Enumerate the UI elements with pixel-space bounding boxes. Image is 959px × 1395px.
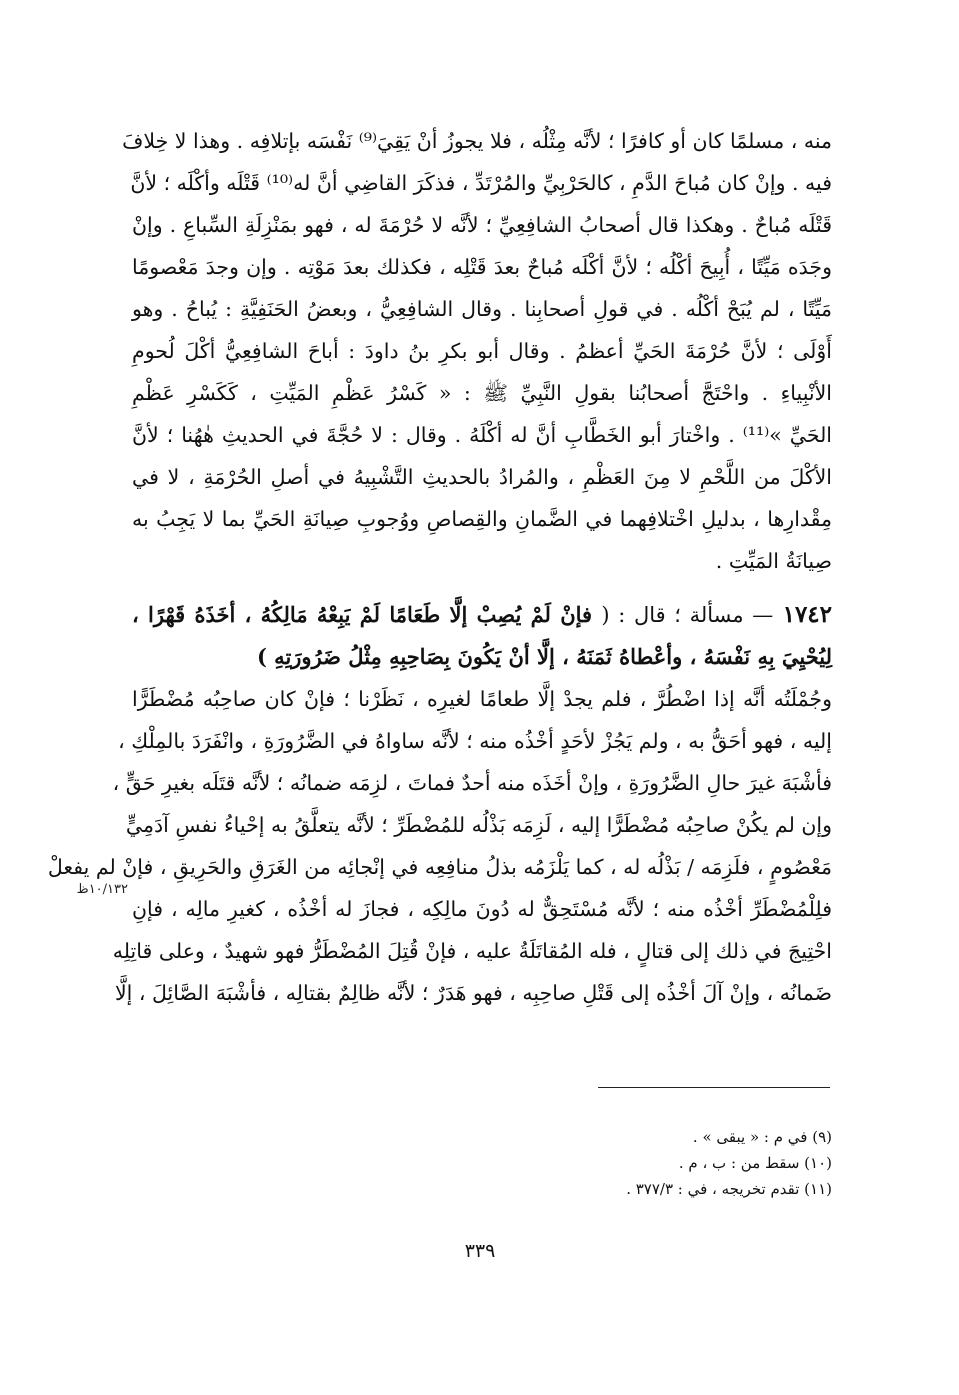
text-line: مَيِّتًا ، لم يُبَحْ أكْلُه . في قولِ أصحابِنا . وقال الشافِعِيُّ ، وبعضُ الحَنَفِيَّةِ : يُباحُ . وهو <box>132 297 832 321</box>
footnotes <box>500 1124 832 1202</box>
text-line: الحَيِّ »⁽¹¹⁾ . واخْتارَ أبو الخَطَّابِ أنَّ له أكْلَهُ . وقال : لا حُجَّةَ في الحديثِ هٰهُنا ؛ لأنَّ <box>132 423 833 447</box>
commentary-line: فلِلْمُضْطَرِّ أخْذُه منه ؛ لأنَّه مُسْتَحِقٌّ له دُونَ مالِكِه ، فجازَ له أخْذُه ، كغيرِ مالِه ، فإنِ <box>132 897 832 921</box>
text-line: الأنْبِياءِ . واحْتَجَّ أصحابُنا بقولِ النَّبِيِّ ﷺ : « كَسْرُ عَظْمِ المَيِّتِ ، كَكَسْرِ عَظْمِ <box>132 381 832 405</box>
text-line: أَوْلَى ؛ لأنَّ حُرْمَةَ الحَيِّ أعظمُ . وقال أبو بكرِ بنُ داودَ : أباحَ الشافِعِيُّ أكْلَ لُحومِ <box>132 339 832 363</box>
footnote-divider <box>598 1087 830 1088</box>
commentary-line: وجُمْلَتُه أنَّه إذا اضْطُرَّ ، فلم يجدْ إلَّا طعامًا لغيرِه ، نَظَرْنا ؛ فإنْ كان صاحِبُه مُضْطَرًّا <box>132 687 832 711</box>
manuscript-margin-reference: ١٠/١٣٢ظ <box>76 882 128 897</box>
commentary-line: ضَمانُه ، وإنْ آلَ أخْذُه إلى قَتْلِ صاحِبِه ، فهو هَدَرٌ ؛ لأنَّه ظالِمٌ بقتالِه ، فأشْبَهَ الصَّائِلَ ، إلَّا <box>114 981 832 1005</box>
commentary-line: مَعْصُومٍ ، فلَزِمَه / بَذْلُه له ، كما يَلْزَمُه بذلُ منافِعِه في إنْجائِه من الغَرَقِ والحَرِيقِ ، فإنْ لم يفعلْ <box>47 855 832 879</box>
footnote: (١١) تقدم تخريجه ، في : ٣٧٧/٣ . <box>626 1180 832 1198</box>
issue-intro: — مسألة ؛ قال : ( <box>601 603 774 627</box>
commentary-line: احْتِيجَ في ذلك إلى قتالٍ ، فله المُقاتَلَةُ عليه ، فإنْ قُتِلَ المُضْطَرُّ فهو شهيدٌ ، وعلى قاتِلِه <box>112 939 832 963</box>
issue-text-line1: فإنْ لَمْ يُصِبْ إلَّا طَعَامًا لَمْ يَبِعْهُ مَالِكُهُ ، أخَذَهُ قَهْرًا ، <box>132 602 593 627</box>
text-line: قَتْلَه مُباحٌ . وهكذا قال أصحابُ الشافِعِيِّ ؛ لأنَّه لا حُرْمَةَ له ، فهو بمَنْزِلَةِ السِّباعِ . وإنْ <box>132 213 832 237</box>
footnote: (١٠) سقط من : ب ، م . <box>678 1154 832 1172</box>
section-gap <box>132 582 832 594</box>
footnote: (٩) في م : « يبقى » . <box>692 1128 832 1146</box>
issue-number: ١٧٤٢ <box>782 601 833 628</box>
text-line: منه ، مسلمًا كان أو كافرًا ؛ لأنَّه مِثْلُه ، فلا يجوزُ أنْ يَقِيَ⁽⁹⁾ نَفْسَه بإتلافِه . وهذا لا خِلافَ <box>122 129 832 153</box>
text-line: صِيانَةُ المَيِّتِ . <box>715 549 832 573</box>
text-line: وجَدَه مَيِّتًا ، أُبِيحَ أكْلُه ؛ لأنَّ أكْلَه مُباحٌ بعدَ قَتْلِه ، فكذلك بعدَ مَوْتِه . وإن وجدَ مَعْصومًا <box>132 255 832 279</box>
text-line: الأكْلَ من اللَّحْمِ لا مِنَ العَظْمِ ، والمُرادُ بالحديثِ التَّشْبِيهُ في أصلِ الحُرْمَةِ ، لا في <box>132 465 832 489</box>
commentary-line: وإن لم يكُنْ صاحِبُه مُضْطَرًّا إليه ، لَزِمَه بَذْلُه للمُضْطَرِّ ؛ لأنَّه يتعلَّقُ به إحْياءُ نفسِ آدَمِيٍّ <box>125 813 832 837</box>
text-line: فيه . وإنْ كان مُباحَ الدَّمِ ، كالحَرْبِيِّ والمُرْتَدِّ ، فذكَرَ القاضِي أنَّ له⁽¹⁰⁾ قَتْلَه وأكْلَه ؛ لأنَّ <box>130 171 832 195</box>
text-line: مِقْدارِها ، بدليلِ اخْتلافِهما في الضَّمانِ والقِصاصِ ووُجوبِ صِيانَةِ الحَيِّ بما لا يَجِبُ به <box>132 507 832 531</box>
commentary-line: إليه ، فهو أحَقُّ به ، ولم يَجُزْ لأحَدٍ أخْذُه منه ؛ لأنَّه ساواهُ في الضَّرُورَةِ ، وانْفَرَدَ بالمِلْكِ ، <box>118 729 832 753</box>
page-number: ٣٣٩ <box>464 1240 496 1262</box>
issue-text-line2: لِيُحْيِيَ بِهِ نَفْسَهُ ، وأعْطاهُ ثَمَنَهُ ، إلَّا أنْ يَكُونَ بِصَاحِبِهِ مِثْلُ ضَرُورَتِهِ ) <box>256 644 832 669</box>
commentary-line: فأشْبَهَ غيرَ حالِ الضَّرُورَةِ ، وإنْ أخَذَه منه أحدٌ فماتَ ، لزِمَه ضمانُه ؛ لأنَّه قتَلَه بغيرِ حَقٍّ ، <box>112 771 832 795</box>
issue-heading <box>132 594 832 636</box>
